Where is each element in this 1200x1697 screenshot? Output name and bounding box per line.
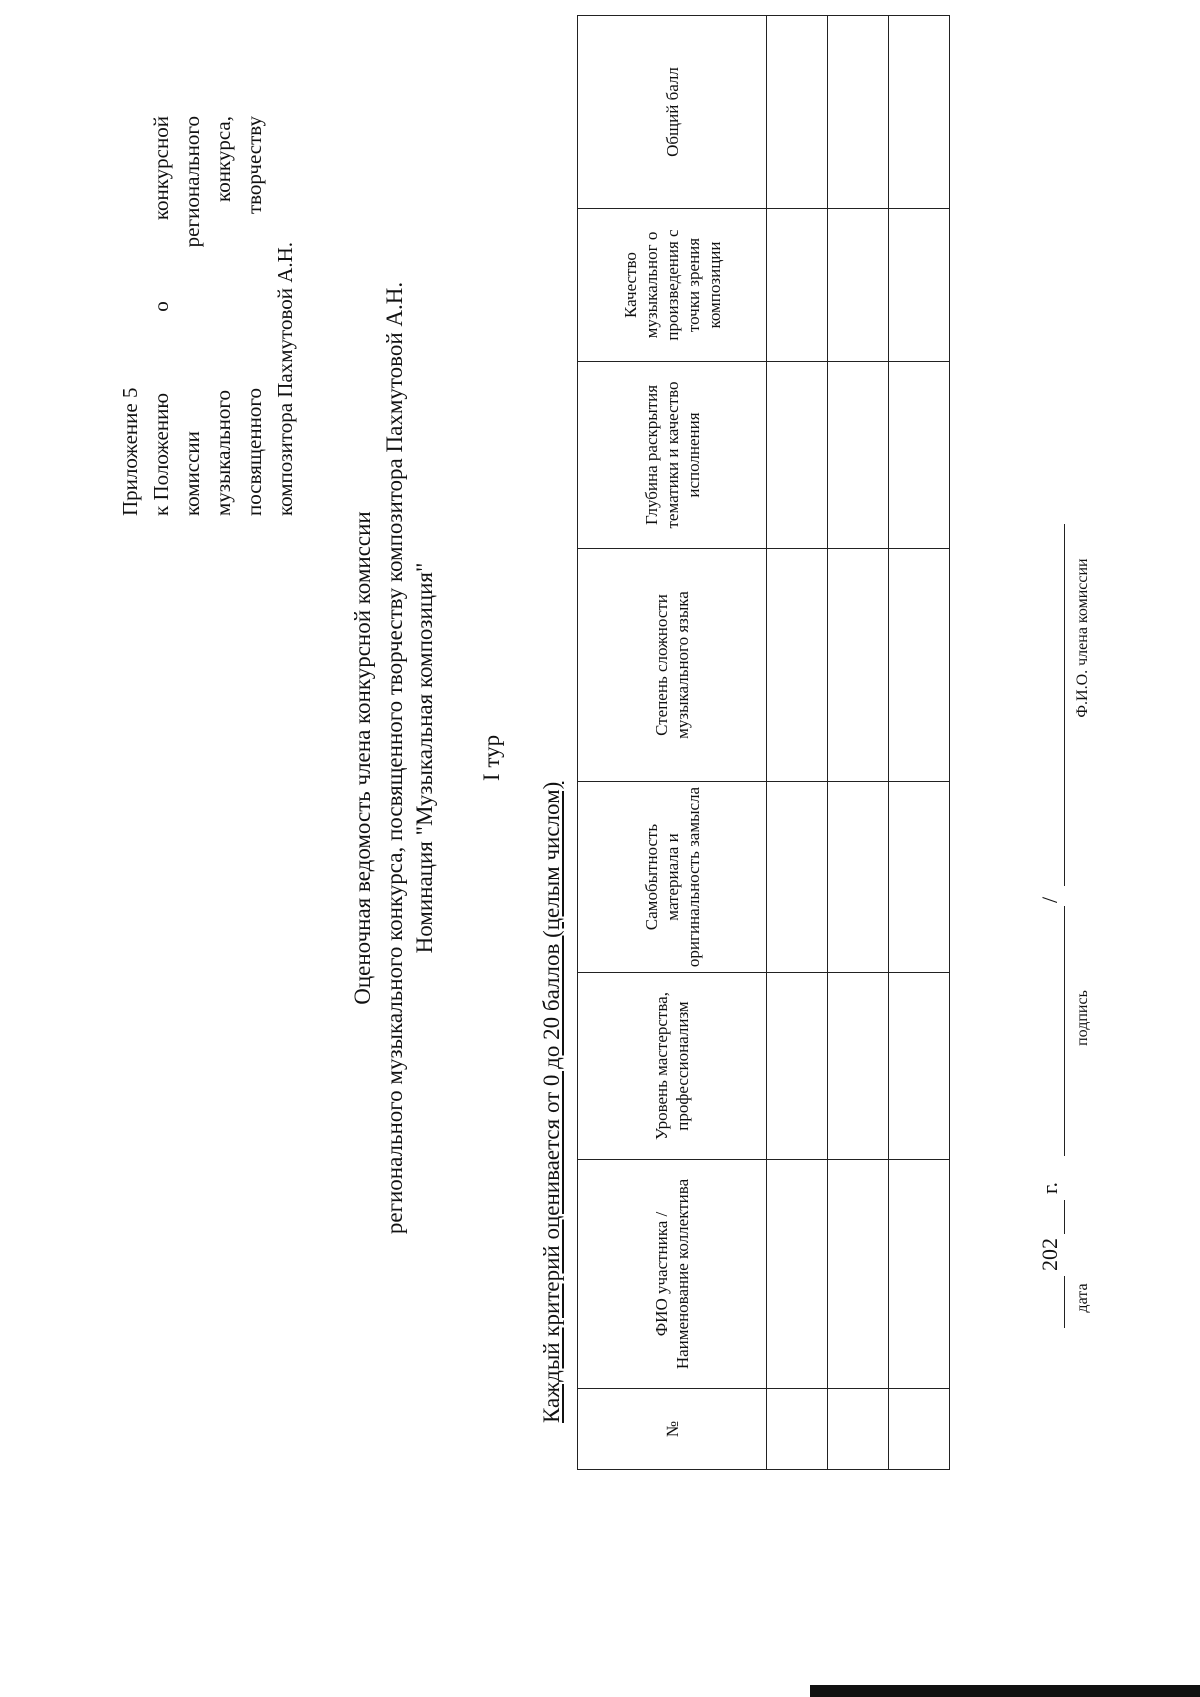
table-cell — [828, 1389, 889, 1470]
appendix-word: творчеству — [242, 116, 266, 215]
appendix-line — [177, 116, 208, 516]
header-originality: Самобытность материала и оригинальность замысла — [578, 782, 767, 973]
table-cell — [767, 1389, 828, 1470]
header-complexity: Степень сложности музыкального языка — [578, 549, 767, 782]
name-line — [1064, 524, 1065, 886]
nomination-title: Номинация "Музыкальная композиция" — [412, 562, 437, 954]
table-cell — [828, 782, 889, 973]
table-cell — [889, 1160, 950, 1389]
table-cell — [828, 362, 889, 549]
header-composition-quality: Качество музыкальног о произведения с точки зрения композиции — [578, 209, 767, 362]
appendix-word: музыкального — [211, 390, 235, 516]
tour-label: I тур — [479, 734, 504, 782]
score-table — [577, 15, 950, 1470]
document-subtitle: регионального музыкального конкурса, посвященного творчеству композитора Пахмутовой А.Н. — [382, 281, 407, 1235]
table-cell — [889, 362, 950, 549]
table-cell — [767, 782, 828, 973]
appendix-number: Приложение 5 — [118, 387, 142, 516]
appendix-word: комиссии — [180, 431, 204, 516]
table-cell — [889, 782, 950, 973]
appendix-word: посвященного — [242, 388, 266, 516]
date-day-line — [1064, 1276, 1065, 1328]
date-suffix: г. — [1037, 1181, 1062, 1194]
table-cell — [767, 973, 828, 1160]
scan-edge-artifact — [810, 1685, 1200, 1697]
header-total-score: Общий балл — [578, 16, 767, 209]
table-row — [889, 16, 950, 1470]
table-cell — [767, 549, 828, 782]
table-cell — [889, 973, 950, 1160]
document-title: Оценочная ведомость члена конкурсной комиссии — [350, 511, 375, 1005]
appendix-word: о — [149, 301, 173, 312]
appendix-word: конкурсной — [149, 116, 173, 221]
header-depth: Глубина раскрытия тематики и качество исполнения — [578, 362, 767, 549]
header-mastery: Уровень мастерства, профессионализм — [578, 973, 767, 1160]
table-cell — [889, 1389, 950, 1470]
appendix-line — [208, 116, 239, 516]
appendix-line — [239, 116, 270, 516]
table-cell — [889, 209, 950, 362]
table-cell — [767, 1160, 828, 1389]
appendix-block — [115, 116, 301, 516]
table-cell — [828, 549, 889, 782]
table-cell — [767, 209, 828, 362]
signature-caption: подпись — [1074, 990, 1091, 1046]
table-cell — [767, 362, 828, 549]
header-number: № — [578, 1389, 767, 1470]
date-year: 202 — [1037, 1238, 1062, 1271]
table-cell — [828, 209, 889, 362]
appendix-word: регионального — [180, 116, 204, 248]
signature-line — [1064, 906, 1065, 1156]
table-row — [828, 16, 889, 1470]
table-cell — [889, 549, 950, 782]
table-cell — [828, 16, 889, 209]
appendix-line: композитора Пахмутовой А.Н. — [273, 241, 297, 516]
table-cell — [828, 973, 889, 1160]
appendix-word: к Положению — [149, 392, 173, 516]
appendix-line — [146, 116, 177, 516]
header-participant: ФИО участника / Наименование коллектива — [578, 1160, 767, 1389]
signature-separator: / — [1037, 896, 1062, 903]
table-cell — [767, 16, 828, 209]
date-year-line — [1064, 1200, 1065, 1234]
name-caption: Ф.И.О. члена комиссии — [1074, 558, 1091, 718]
table-cell — [828, 1160, 889, 1389]
criteria-note: Каждый критерий оценивается от 0 до 20 баллов (целым числом) — [539, 781, 564, 1423]
table-cell — [889, 16, 950, 209]
appendix-word: конкурса, — [211, 116, 235, 202]
table-header-row — [578, 16, 767, 1470]
date-caption: дата — [1074, 1283, 1091, 1313]
table-row — [767, 16, 828, 1470]
